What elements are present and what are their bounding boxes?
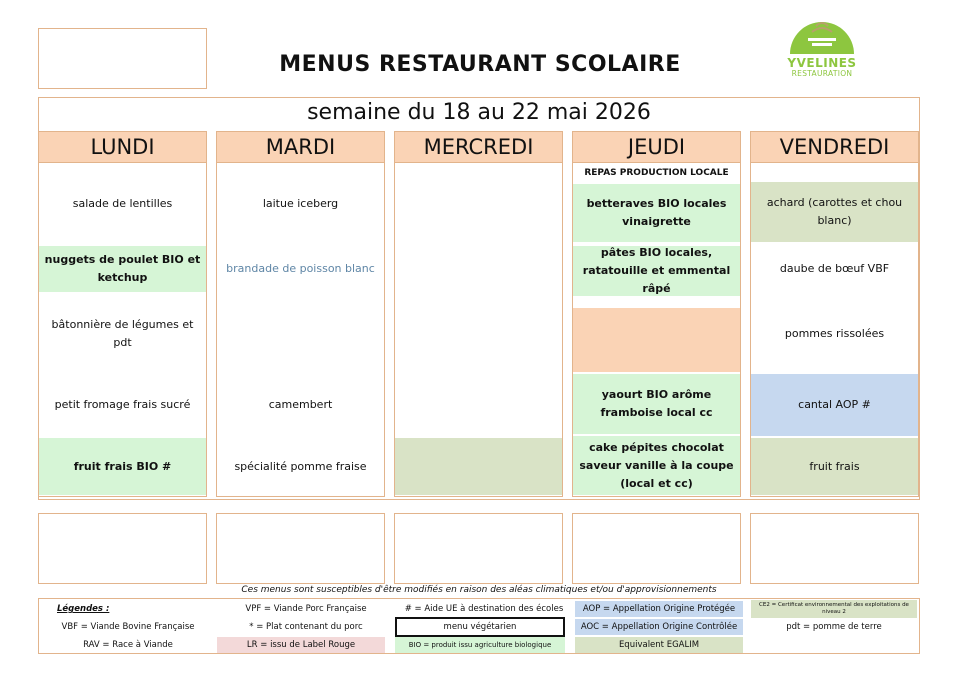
day-column-mercredi [394, 131, 563, 497]
menu-item-dessert: fruit frais BIO # [39, 438, 206, 495]
blank-note-box [216, 513, 385, 584]
blank-note-box [394, 513, 563, 584]
menu-item-dessert: spécialité pomme fraise [234, 459, 367, 473]
menu-item-main: pâtes BIO locales, ratatouille et emmental râpé [573, 246, 740, 296]
day-header: LUNDI [39, 132, 206, 163]
legend-vbf: VBF = Viande Bovine Française [61, 622, 195, 632]
week-heading: semaine du 18 au 22 mai 2026 [307, 100, 651, 125]
page-title: MENUS RESTAURANT SCOLAIRE [279, 52, 681, 77]
disclaimer-note: Ces menus sont susceptibles d'être modifiés en raison des aléas climatiques et/ou d'approvisionnements [241, 585, 717, 595]
menu-item-starter: achard (carottes et chou blanc) [751, 182, 918, 242]
legend-egalim: Equivalent EGALIM [575, 637, 743, 653]
legend-bio: BIO = produit issu agriculture biologique [395, 637, 565, 653]
legend-aide-ue: # = Aide UE à destination des écoles [404, 604, 564, 614]
menu-item-dairy: petit fromage frais sucré [54, 398, 191, 411]
day-header: MERCREDI [395, 132, 562, 163]
day-column-mardi [216, 131, 385, 497]
menu-item-side: bâtonnière de légumes et pdt [51, 318, 194, 349]
day-column-jeudi [572, 131, 741, 497]
menu-item-starter: laitue iceberg [262, 196, 339, 210]
local-meal-banner: REPAS PRODUCTION LOCALE [584, 167, 729, 178]
day-column-vendredi [750, 131, 919, 497]
legend-pdt: pdt = pomme de terre [786, 622, 882, 632]
menu-item-side: pommes rissolées [784, 327, 885, 340]
blank-note-box [38, 513, 207, 584]
legend-ce2: CE2 = Certificat environnemental des exploitations de niveau 2 [751, 600, 917, 618]
menu-item-dairy: cantal AOP # [751, 374, 918, 436]
day-header: JEUDI [573, 132, 740, 163]
legend-table [38, 598, 920, 654]
menu-item-dairy: yaourt BIO arôme framboise local cc [573, 374, 740, 434]
legend-porc: * = Plat contenant du porc [249, 622, 363, 632]
logo-emblem-icon [772, 18, 872, 58]
legend-title: Légendes : [57, 604, 110, 614]
menu-item-dairy: camembert [268, 398, 333, 411]
menu-item-main: brandade de poisson blanc [226, 262, 375, 275]
day-column-lundi [38, 131, 207, 497]
blank-note-box [750, 513, 919, 584]
menu-item-dessert [395, 438, 562, 495]
yvelines-restauration-logo [772, 18, 872, 88]
menu-item-dessert: fruit frais [751, 438, 918, 495]
menu-item-dessert: cake pépites chocolat saveur vanille à la coupe (local et cc) [573, 436, 740, 495]
menu-item-starter: salade de lentilles [72, 196, 173, 210]
legend-aop: AOP = Appellation Origine Protégée [575, 601, 743, 617]
menu-item-main: daube de bœuf VBF [779, 262, 890, 275]
day-header: VENDREDI [751, 132, 918, 163]
logo-line1: YVELINES [787, 56, 857, 70]
legend-aoc: AOC = Appellation Origine Contrôlée [575, 619, 743, 635]
legend-rav: RAV = Race à Viande [83, 640, 173, 650]
legend-vpf: VPF = Viande Porc Française [245, 604, 367, 614]
menu-item-side [217, 294, 384, 374]
menu-item-main: nuggets de poulet BIO et ketchup [39, 246, 206, 292]
day-header: MARDI [217, 132, 384, 163]
menu-item-starter: betteraves BIO locales vinaigrette [573, 184, 740, 242]
legend-vegetarian: menu végétarien [395, 617, 565, 637]
menu-item-side [573, 308, 740, 372]
blank-note-box [572, 513, 741, 584]
legend-label-rouge: LR = issu de Label Rouge [217, 637, 385, 653]
logo-line2: RESTAURATION [791, 69, 853, 78]
blank-corner-box [38, 28, 207, 89]
